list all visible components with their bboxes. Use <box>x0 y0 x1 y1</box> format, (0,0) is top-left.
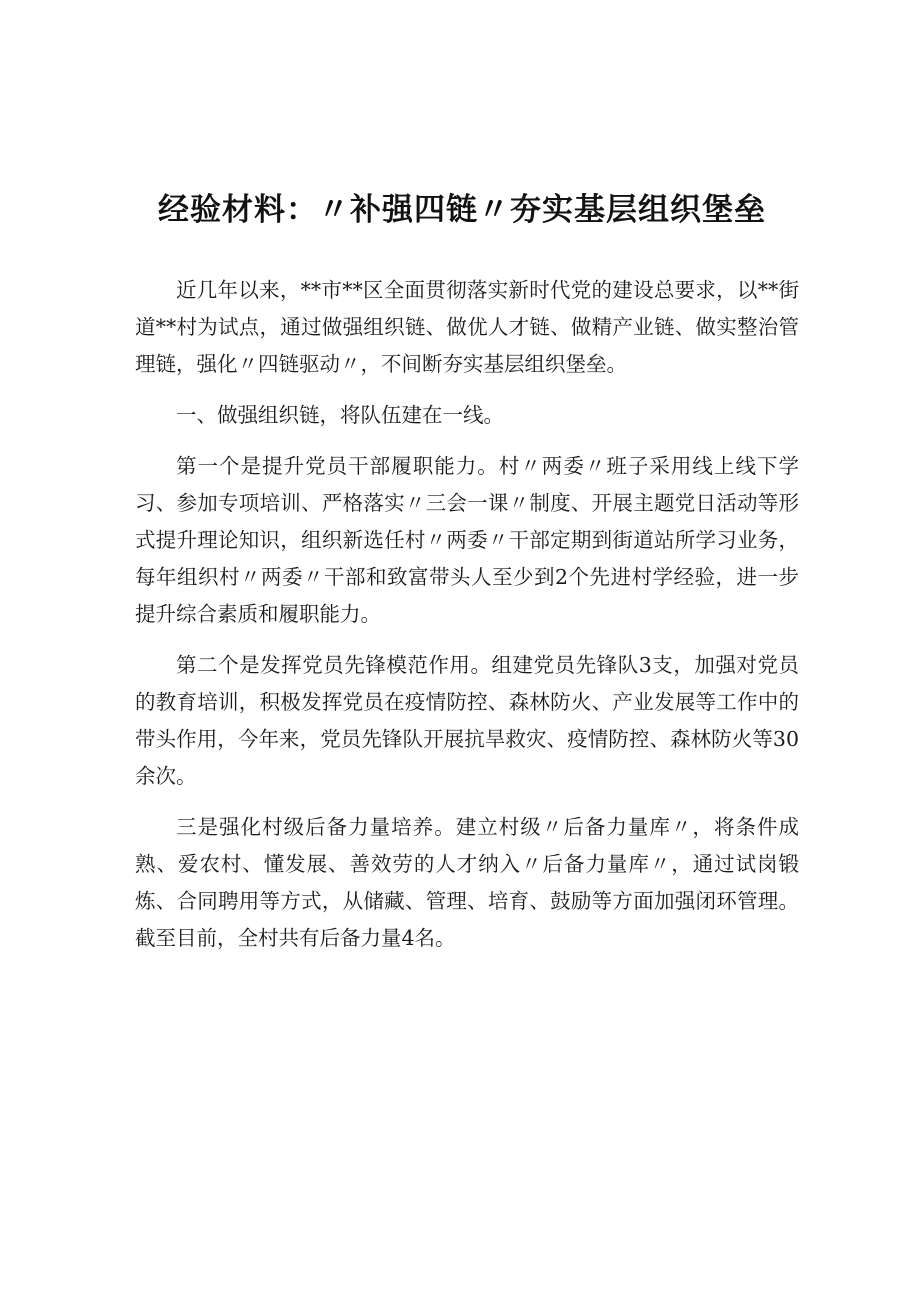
intro-paragraph: 近几年以来，**市**区全面贯彻落实新时代党的建设总要求，以**街道**村为试点，通过做强组织链、做优人才链、做精产业链、做实整治管理链，强化〃四链驱动〃，不间断夯实基层组织堡垒。 <box>135 278 799 376</box>
document-body <box>135 272 799 957</box>
section-heading: 一、做强组织链，将队伍建在一线。 <box>176 403 504 427</box>
paragraph-3: 三是强化村级后备力量培养。建立村级〃后备力量库〃，将条件成熟、爱农村、懂发展、善效劳的人才纳入〃后备力量库〃，通过试岗锻炼、合同聘用等方式，从储藏、管理、培育、鼓励等方面加强闭环管理。截至目前，全村共有后备力量4名。 <box>135 815 799 950</box>
document-title: 经验材料：〃补强四链〃夯实基层组织堡垒 <box>158 192 766 228</box>
paragraph-2: 第二个是发挥党员先锋模范作用。组建党员先锋队3支，加强对党员的教育培训，积极发挥党员在疫情防控、森林防火、产业发展等工作中的带头作用，今年来，党员先锋队开展抗旱救灾、疫情防控、森林防火等30余次。 <box>135 653 799 788</box>
paragraph-1: 第一个是提升党员干部履职能力。村〃两委〃班子采用线上线下学习、参加专项培训、严格落实〃三会一课〃制度、开展主题党日活动等形式提升理论知识，组织新选任村〃两委〃干部定期到街道站所学习业务，每年组织村〃两委〃干部和致富带头人至少到2个先进村学经验，进一步提升综合素质和履职能力。 <box>135 454 799 626</box>
